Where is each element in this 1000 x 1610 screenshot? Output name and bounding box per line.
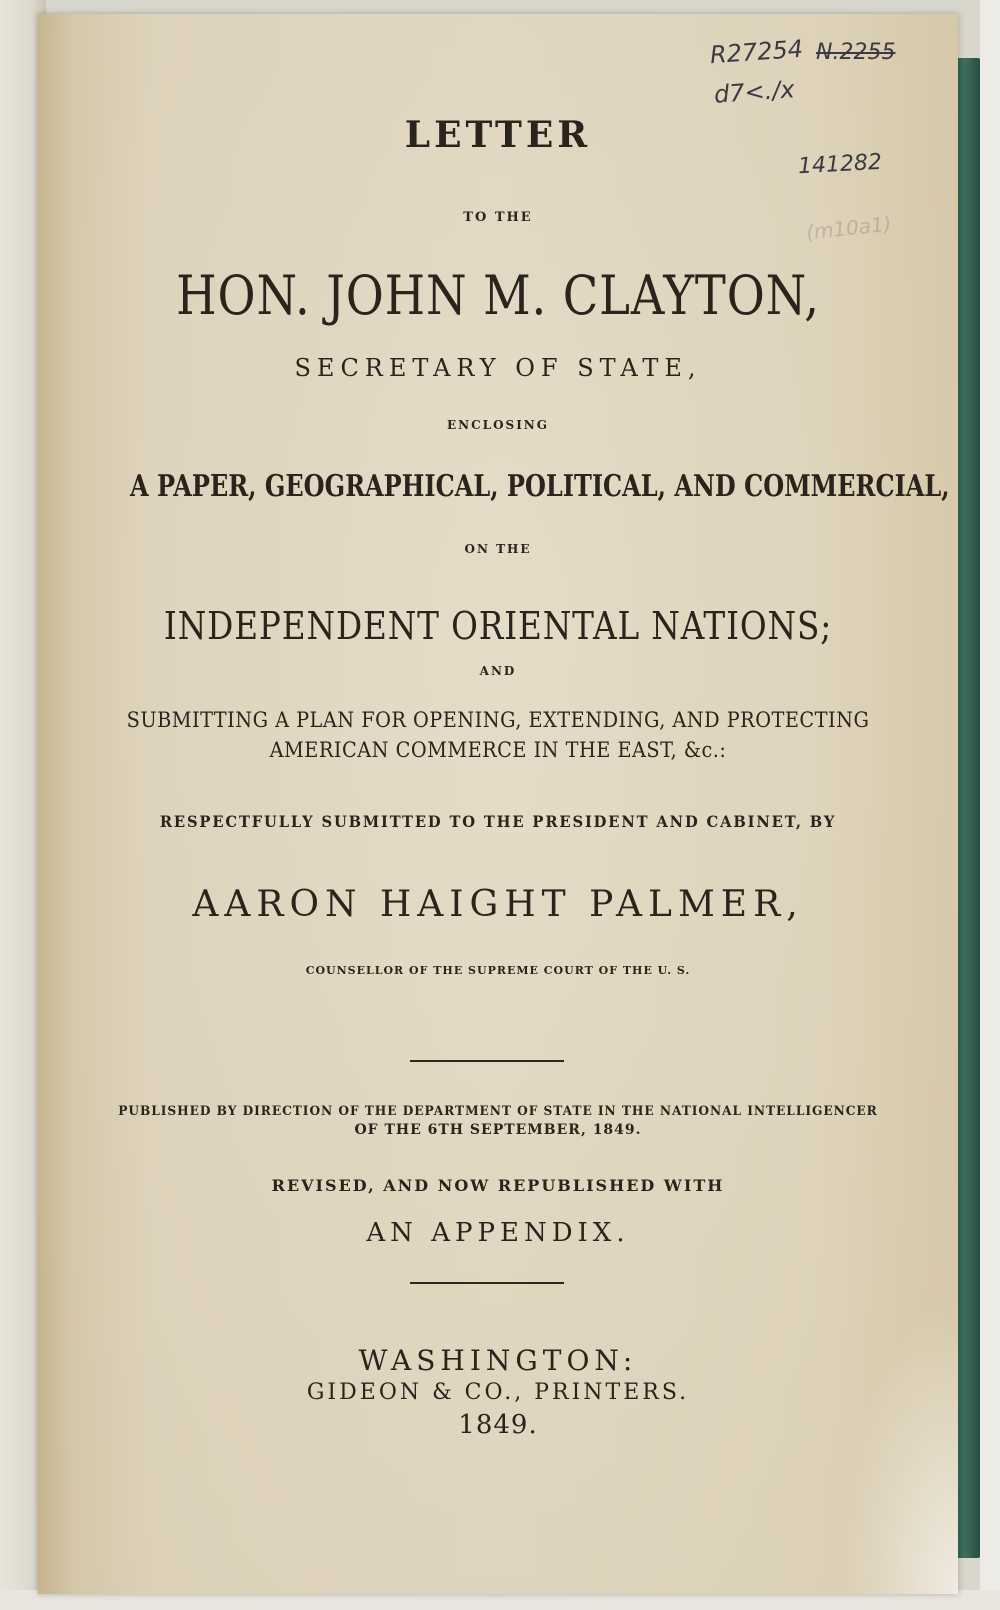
background	[980, 0, 1000, 1610]
connector-and: AND	[479, 664, 517, 678]
page-wear	[838, 1294, 958, 1594]
handwritten-note-struck: N.2255	[816, 40, 896, 65]
addressee-office: SECRETARY OF STATE,	[294, 354, 702, 382]
plan-line-2: AMERICAN COMMERCE IN THE EAST, &c.:	[269, 738, 727, 762]
revised-note: REVISED, AND NOW REPUBLISHED WITH	[271, 1176, 725, 1195]
imprint-printer: GIDEON & CO., PRINTERS.	[306, 1380, 690, 1405]
author-title: COUNSELLOR OF THE SUPREME COURT OF THE U. S.	[305, 964, 691, 977]
title-page	[38, 14, 958, 1594]
divider-rule	[410, 1060, 564, 1062]
connector-enclosing: ENCLOSING	[446, 418, 550, 432]
publication-line-1: PUBLISHED BY DIRECTION OF THE DEPARTMENT OF STATE IN THE NATIONAL INTELLIGENCER	[118, 1104, 878, 1119]
paper-title: A PAPER, GEOGRAPHICAL, POLITICAL, AND COMMERCIAL,	[130, 469, 950, 504]
imprint-city: WASHINGTON:	[358, 1344, 638, 1377]
subject-title: INDEPENDENT ORIENTAL NATIONS;	[163, 604, 833, 648]
connector-to-the: TO THE	[463, 210, 533, 225]
publication-line-2: OF THE 6TH SEPTEMBER, 1849.	[354, 1122, 642, 1138]
handwritten-note: d7<./x	[713, 75, 796, 109]
heading-letter: LETTER	[404, 114, 592, 156]
connector-on-the: ON THE	[464, 542, 532, 556]
appendix-heading: AN APPENDIX.	[366, 1218, 630, 1248]
plan-line-1: SUBMITTING A PLAN FOR OPENING, EXTENDING, AND PROTECTING	[126, 708, 870, 732]
handwritten-note: R27254	[709, 34, 804, 70]
faint-pencil-note: (m10a1)	[804, 211, 893, 245]
submitted-by: RESPECTFULLY SUBMITTED TO THE PRESIDENT AND CABINET, BY	[159, 812, 837, 831]
divider-rule	[410, 1282, 564, 1284]
author-name: AARON HAIGHT PALMER,	[192, 884, 804, 925]
addressee-name: HON. JOHN M. CLAYTON,	[176, 264, 820, 327]
imprint-year: 1849.	[458, 1410, 538, 1440]
handwritten-note: 141282	[797, 149, 883, 180]
